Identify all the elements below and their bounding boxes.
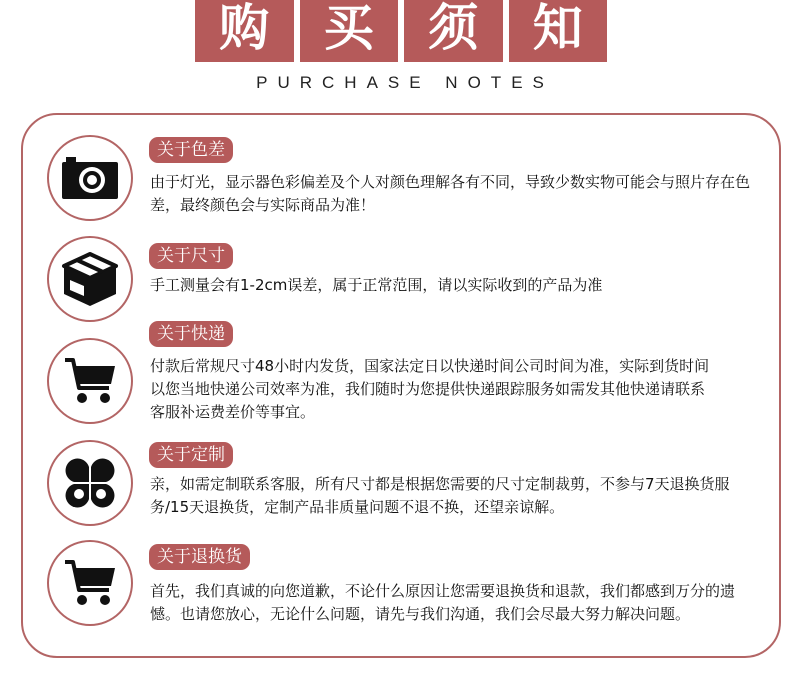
clover-icon [64, 457, 116, 509]
section-tag: 关于尺寸 [149, 243, 233, 269]
section-tag: 关于定制 [149, 442, 233, 468]
title-char: 须 [404, 0, 503, 62]
section-tag: 关于快递 [149, 321, 233, 347]
title-char: 买 [300, 0, 399, 62]
title-char: 知 [509, 0, 608, 62]
icon-frame [47, 135, 133, 221]
shopping-cart-icon [63, 356, 117, 406]
icon-frame [47, 440, 133, 526]
section-text: 首先，我们真诚的向您道歉，不论什么原因让您需要退换货和退款，我们都感到万分的遗憾。也请您放心，无论什么问题，请先与我们沟通，我们会尽最大努力解决问题。 [150, 582, 736, 623]
section-text: 亲，如需定制联系客服，所有尺寸都是根据您需要的尺寸定制裁剪，不参与7天退换货服务/15天退换货，定制产品非质量问题不退不换，还望亲谅解。 [150, 475, 730, 516]
camera-icon [62, 157, 118, 199]
notes-panel [21, 113, 781, 658]
title-banner [195, 0, 607, 62]
section-text: 付款后常规尺寸48小时内发货，国家法定日以快递时间公司时间为准，实际到货时间以您当地快递公司效率为准，我们随时为您提供快递跟踪服务如需发其他快递请联系客服补运费差价等事宜。 [150, 357, 710, 421]
cart-return-icon [63, 558, 117, 608]
title-char: 购 [195, 0, 294, 62]
box-icon [60, 250, 120, 308]
section-tag: 关于色差 [149, 137, 233, 163]
page-subtitle: PURCHASE NOTES [256, 73, 554, 92]
icon-frame [47, 236, 133, 322]
section-tag: 关于退换货 [149, 544, 250, 570]
icon-frame [47, 540, 133, 626]
section-text: 由于灯光，显示器色彩偏差及个人对颜色理解各有不同，导致少数实物可能会与照片存在色差，最终颜色会与实际商品为准！ [150, 173, 751, 214]
section-text: 手工测量会有1-2cm误差，属于正常范围，请以实际收到的产品为准 [150, 276, 603, 294]
icon-frame [47, 338, 133, 424]
